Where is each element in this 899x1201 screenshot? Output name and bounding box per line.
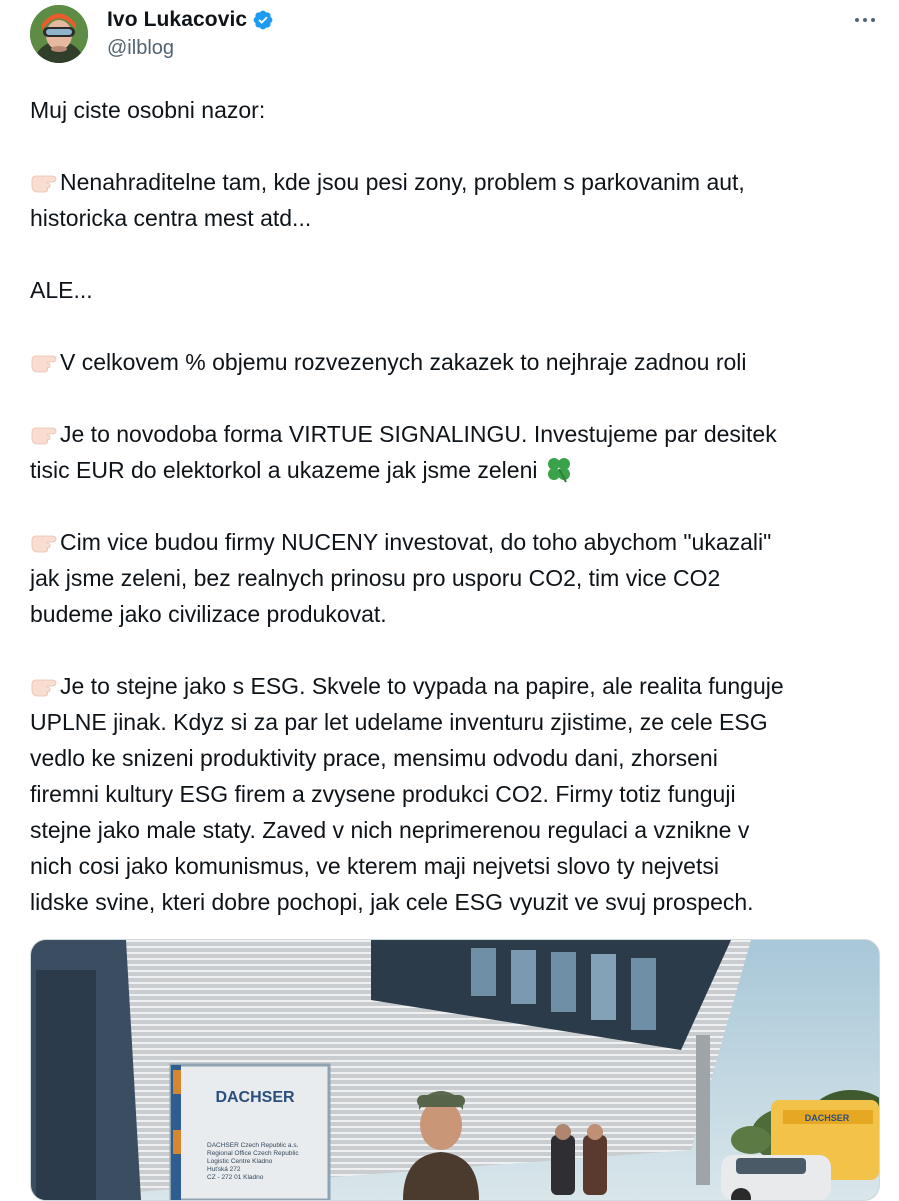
four-leaf-clover-icon (544, 455, 574, 483)
tweet-text (30, 92, 890, 920)
tweet-line: historicka centra mest atd... (30, 205, 312, 231)
tweet-line: lidske svine, kteri dobre pochopi, jak cele ESG vyuzit ve svuj prospech. (30, 889, 754, 915)
tweet-line: vedlo ke snizeni produktivity prace, mensimu odvodu dani, zhorseni (30, 745, 718, 771)
avatar[interactable] (30, 5, 88, 63)
pointing-right-icon (30, 164, 60, 200)
avatar-image (30, 5, 88, 63)
author-block (107, 6, 274, 60)
pointing-right-icon (30, 668, 60, 704)
tweet-line: Je to novodoba forma VIRTUE SIGNALINGU. Investujeme par desitek (30, 416, 890, 452)
tweet-line: jak jsme zeleni, bez realnych prinosu pro usporu CO2, tim vice CO2 (30, 565, 721, 591)
tweet-photo[interactable] (30, 939, 880, 1201)
pointing-right-icon (30, 524, 60, 560)
sign-line: CZ - 272 01 Kladno (207, 1174, 264, 1181)
tweet-line: Cim vice budou firmy NUCENY investovat, do toho abychom "ukazali" (30, 524, 890, 560)
name-row (107, 6, 274, 34)
display-name[interactable]: Ivo Lukacovic (107, 8, 248, 31)
tweet-line: UPLNE jinak. Kdyz si za par let udelame inventuru zjistime, ze cele ESG (30, 709, 768, 735)
sign-line: Regional Office Czech Republic (207, 1150, 299, 1157)
tweet-line: budeme jako civilizace produkovat. (30, 601, 387, 627)
photo-scene (31, 940, 879, 1200)
sign-line: DACHSER Czech Republic a.s. (207, 1142, 299, 1149)
tweet-line: V celkovem % objemu rozvezenych zakazek to nejhraje zadnou roli (30, 344, 890, 380)
author-handle[interactable]: @ilblog (107, 37, 175, 59)
van-brand-text: DACHSER (804, 1113, 850, 1123)
pointing-right-icon (30, 344, 60, 380)
tweet-line: ALE... (30, 277, 93, 303)
more-options-button[interactable] (850, 6, 880, 34)
sign-line: Logistic Centre Kladno (207, 1158, 273, 1165)
sign-line: Huťská 272 (207, 1166, 241, 1173)
sign-brand-text: DACHSER (215, 1089, 295, 1106)
verified-badge-icon (252, 9, 274, 31)
tweet-line: nich cosi jako komunismus, ve kterem maji nejvetsi slovo ty nejvetsi (30, 853, 719, 879)
tweet-line: Nenahraditelne tam, kde jsou pesi zony, problem s parkovanim aut, (30, 164, 890, 200)
tweet-line: Je to stejne jako s ESG. Skvele to vypada na papire, ale realita funguje (30, 668, 890, 704)
tweet-line: Muj ciste osobni nazor: (30, 97, 266, 123)
tweet-line: firemni kultury ESG firem a zvysene produkci CO2. Firmy totiz funguji (30, 781, 736, 807)
tweet-line: stejne jako male staty. Zaved v nich neprimerenou regulaci a vznikne v (30, 817, 750, 843)
pointing-right-icon (30, 416, 60, 452)
more-horizontal-icon (852, 7, 878, 33)
tweet-line: tisic EUR do elektorkol a ukazeme jak jsme zeleni (30, 452, 890, 488)
